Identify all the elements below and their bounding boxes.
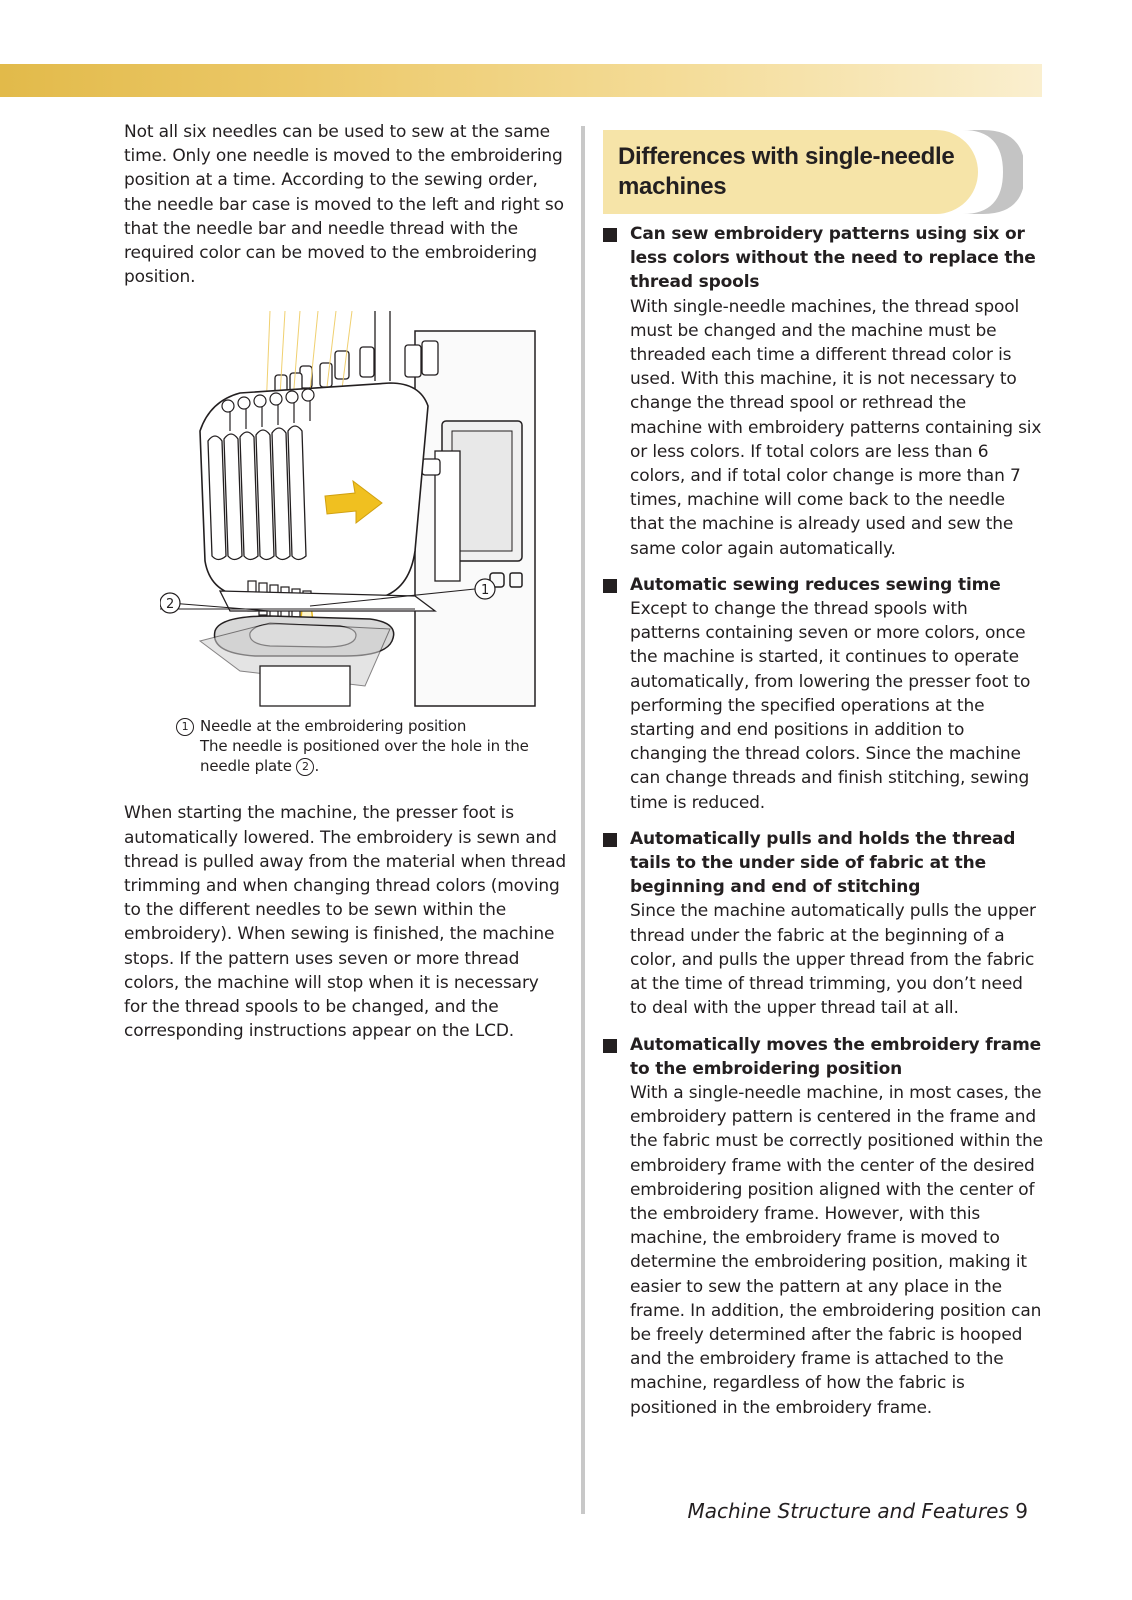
outro-paragraph: When starting the machine, the presser foot is automatically lowered. The embroidery is sewn and thread is pulled away from the material when thread trimming and when changing thread colors (moving to the different needles to be sewn within the embroidery). When sewing is finished, the machine stops. If the pattern uses seven or more thread colors, the machine will stop when it is necessary for the thread spools to be changed, and the corresponding instructions appear on the LCD. (124, 803, 566, 1042)
column-divider (581, 126, 585, 1514)
bullet-square (603, 833, 617, 847)
feature-item (603, 573, 1043, 815)
feature-title: Automatically pulls and holds the thread tails to the under side of fabric at the beginning and end of stitching (630, 828, 1016, 898)
feature-body: Since the machine automatically pulls the upper thread under the fabric at the beginning of a color, and pulls the upper thread from the fabric at the time of thread trimming, you don’t need to deal with the upper thread tail at all. (630, 901, 1036, 1019)
intro-paragraph: Not all six needles can be used to sew at the same time. Only one needle is moved to the embroidering position at a time. According to the sewing order, the needle bar case is moved to the left and right so that the needle bar and needle thread with the required color can be moved to the embroidering position. (124, 122, 564, 288)
needle-plate (220, 591, 435, 611)
page-number: 9 (1015, 1499, 1028, 1523)
bullet-square (603, 579, 617, 593)
caption-number: 1 (176, 718, 194, 736)
bullet-square (603, 228, 617, 242)
page-footer (687, 1499, 1028, 1523)
svg-text:2: 2 (165, 597, 175, 613)
machine-illustration (124, 311, 566, 801)
feature-item (603, 827, 1043, 1021)
feature-title: Can sew embroidery patterns using six or less colors without the need to replace the thread spools (630, 224, 1036, 293)
caption-line-2: The needle is positioned over the hole in the (200, 737, 529, 756)
caption-line-1: Needle at the embroidering position (200, 717, 467, 736)
left-column (124, 120, 566, 1043)
header-color-band (0, 64, 1042, 97)
figure-caption: 1 Needle at the embroidering position The needle is positioned over the hole in the needle plate 2 . (176, 716, 556, 776)
lcd-screen (452, 431, 512, 551)
feature-body: Except to change the thread spools with patterns containing seven or more colors, once the machine is started, it continues to operate automatically, from lowering the presser foot to performing the specified operations at the starting and end positions in addition to changing the thread colors. Since the machine can change threads and finish stitching, sewing time is reduced. (630, 599, 1031, 813)
footer-title: Machine Structure and Features (687, 1499, 1009, 1523)
carriage (260, 666, 350, 706)
feature-body: With a single-needle machine, in most cases, the embroidery pattern is centered in the frame and the fabric must be correctly positioned within the embroidery frame with the center of the desired embroidering position aligned with the center of the embroidery frame. However, with this machine, the embroidery frame is moved to determine the embroidering position, making it easier to sew the pattern at any place in the frame. In addition, the embroidering position can be freely determined after the fabric is hooped and the embroidery frame is attached to the machine, regardless of how the fabric is positioned in the embroidery frame. (630, 1082, 1043, 1418)
bullet-square (603, 1039, 617, 1053)
section-heading: Differences with single-needle machines (618, 143, 955, 200)
feature-item (603, 222, 1043, 561)
feature-body: With single-needle machines, the thread spool must be changed and the machine must be threaded each time a different thread color is used. With this machine, it is not necessary to change the thread spool or rethread the machine with embroidery patterns containing six or less colors. If total colors are less than 6 colors, and if total color change is more than 7 times, machine will come back to the needle that the machine is already used and sew the same color again automatically. (630, 296, 1042, 559)
feature-item (603, 1033, 1043, 1420)
feature-title: Automatically moves the embroidery frame to the embroidering position (630, 1034, 1042, 1079)
callout-2 (160, 593, 180, 613)
caption-line-3: needle plate (200, 757, 292, 776)
caption-ref: 2 (296, 758, 314, 776)
section-heading-box (603, 130, 1043, 214)
svg-text:1: 1 (480, 583, 490, 599)
needle-bar-diagram (160, 311, 560, 711)
feature-title: Automatic sewing reduces sewing time (630, 574, 1001, 595)
right-column (603, 130, 1043, 1432)
callout-1 (475, 579, 495, 599)
